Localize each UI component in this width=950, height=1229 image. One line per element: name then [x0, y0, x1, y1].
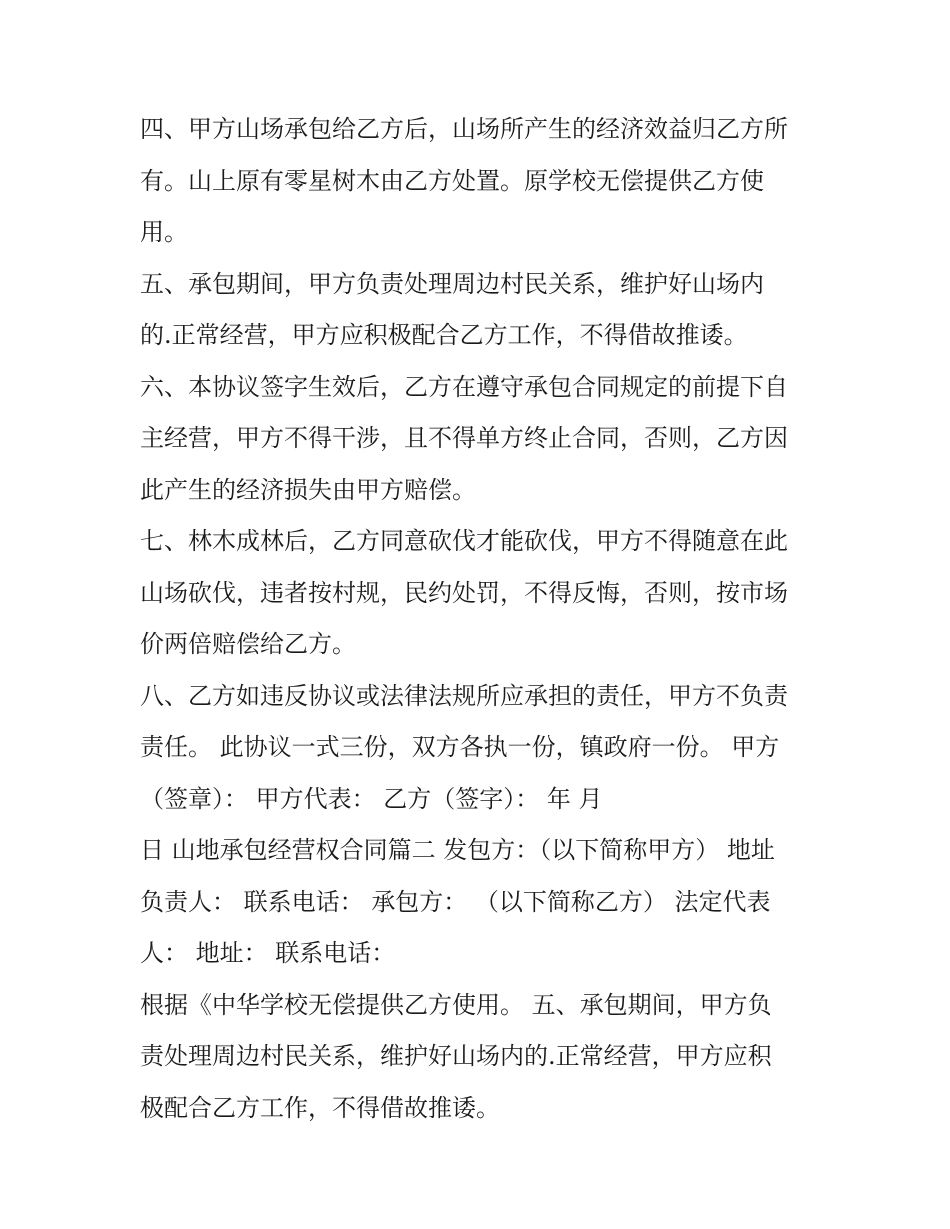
text-line: 此产生的经济损失由甲方赔偿。	[140, 475, 476, 504]
text-line: 责处理周边村民关系，维护好山场内的.正常经营，甲方应积	[140, 1042, 772, 1070]
text-line: 六、本协议签字生效后，乙方在遵守承包合同规定的前提下自	[140, 372, 788, 401]
text-line: 七、林木成林后，乙方同意砍伐才能砍伐，甲方不得随意在此	[140, 527, 788, 555]
document-body	[140, 104, 820, 1134]
text-line: 负责人： 联系电话： 承包方： （以下简称乙方） 法定代表	[140, 887, 771, 916]
text-line: 用。	[140, 218, 188, 246]
text-line: 五、承包期间，甲方负责处理周边村民关系，维护好山场内	[140, 269, 764, 298]
text-line: 责任。 此协议一式三份，双方各执一份，镇政府一份。 甲方	[140, 733, 780, 761]
text-line: 人： 地址： 联系电话：	[140, 939, 396, 967]
text-line: 的.正常经营，甲方应积极配合乙方工作，不得借故推诿。	[140, 321, 748, 349]
text-line: 价两倍赔偿给乙方。	[140, 630, 356, 658]
text-line: 极配合乙方工作，不得借故推诿。	[140, 1093, 500, 1122]
text-line: 八、乙方如违反协议或法律法规所应承担的责任，甲方不负责	[140, 681, 788, 710]
text-line: （签章）： 甲方代表： 乙方（签字）： 年 月	[140, 784, 603, 813]
text-line: 有。山上原有零星树木由乙方处置。原学校无偿提供乙方使	[140, 166, 764, 195]
text-line: 日 山地承包经营权合同篇二 发包方：（以下简称甲方） 地址	[140, 836, 775, 864]
text-line: 四、甲方山场承包给乙方后，山场所产生的经济效益归乙方所	[140, 115, 788, 143]
text-line: 山场砍伐，违者按村规，民约处罚，不得反悔，否则，按市场	[140, 578, 788, 607]
text-line: 主经营，甲方不得干涉，且不得单方终止合同，否则，乙方因	[140, 424, 788, 452]
text-line: 根据《中华学校无偿提供乙方使用。 五、承包期间，甲方负	[140, 990, 772, 1019]
